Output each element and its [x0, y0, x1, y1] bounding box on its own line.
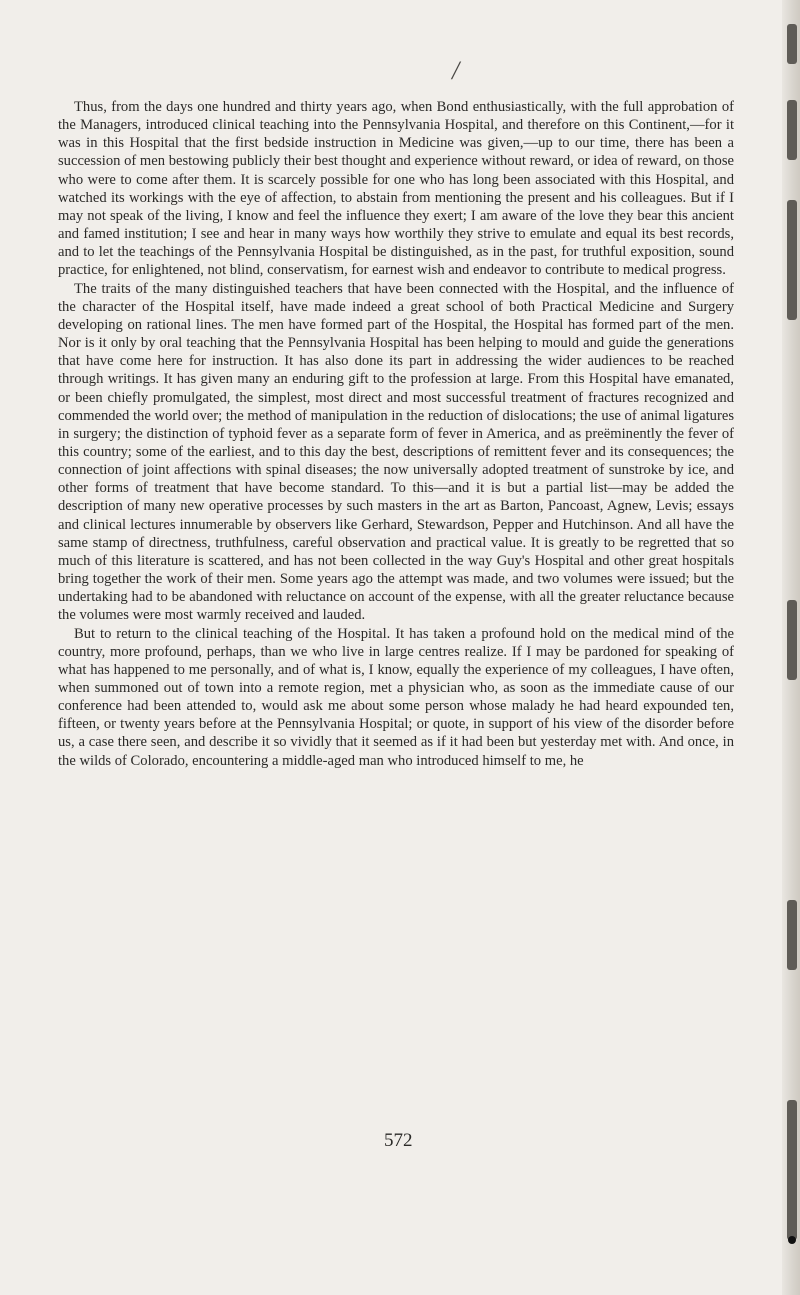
edge-binding-mark: [787, 1100, 797, 1240]
page-edge: [782, 0, 800, 1295]
body-text: [58, 98, 734, 770]
edge-binding-mark: [787, 200, 797, 320]
edge-binding-mark: [787, 24, 797, 64]
edge-binding-mark: [787, 600, 797, 680]
margin-dot: [788, 1236, 796, 1244]
paragraph: But to return to the clinical teaching of the Hospital. It has taken a profound hold on the medical mind of the country, more profound, perhaps, than we who live in large centres realize. If I may be pardoned for speaking of what has happened to me personally, and of what is, I know, equally the experience of my colleagues, I have often, when summoned out of town into a remote region, met a physician who, as soon as the immediate cause of our conference had been attended to, would ask me about some person whose malady he had heard expounded ten, fifteen, or twenty years before at the Pennsylvania Hospital; or quote, in support of his view of the disorder before us, a case there seen, and describe it so vividly that it seemed as if it had been but yesterday met with. And once, in the wilds of Colorado, encountering a middle-aged man who introduced himself to me, he: [58, 625, 734, 769]
edge-binding-mark: [787, 900, 797, 970]
paragraph: The traits of the many distinguished teachers that have been connected with the Hospital, and the influence of the character of the Hospital itself, have made indeed a great school of both Practical Medicine and Surgery developing on rational lines. The men have formed part of the Hospital, the Hospital has formed part of the men. Nor is it only by oral teaching that the Pennsylvania Hospital has been helping to mould and guide the generations that have come here for instruction. It has also done its part in addressing the wider audiences to be reached through writings. It has given many an enduring gift to the profession at large. From this Hospital have emanated, or been chiefly promulgated, the simplest, most direct and most successful treatment of fractures recognized and commended the world over; the method of manipulation in the reduction of dislocations; the use of animal ligatures in surgery; the distinction of typhoid fever as a separate form of fever in America, and as preëminently the fever of this country; some of the earliest, and to this day the best, descriptions of remittent fever and its consequences; the connection of joint affections with spinal diseases; the now universally adopted treatment of sunstroke by ice, and other forms of treatment that have become standard. To this—and it is but a partial list—may be added the description of many new operative processes by such masters in the art as Barton, Pancoast, Agnew, Levis; essays and clinical lectures innumerable by observers like Gerhard, Stewardson, Pepper and Hutchinson. And all have the same stamp of directness, truthfulness, careful observation and practical value. It is greatly to be regretted that so much of this literature is scattered, and has not been collected in the way Guy's Hospital and other great hospitals bring together the work of their men. Some years ago the attempt was made, and two volumes were issued; but the undertaking had to be abandoned with reluctance on account of the expense, with all the greater reluctance because the volumes were most warmly received and lauded.: [58, 280, 734, 624]
edge-binding-mark: [787, 100, 797, 160]
corner-slash-mark: /: [452, 56, 460, 85]
paragraph: Thus, from the days one hundred and thirty years ago, when Bond enthusiastically, with the full approbation of the Managers, introduced clinical teaching into the Pennsylvania Hospital, and therefore on this Continent,—for it was in this Hospital that the first bedside instruction in Medicine was given,—up to our time, there has been a succession of men bestowing publicly their best thought and experience without reward, or idea of reward, on those who were to come after them. It is scarcely possible for one who has long been associated with this Hospital, and watched its workings with the eye of affection, to abstain from mentioning the present and his colleagues. But if I may not speak of the living, I know and feel the influence they exert; I am aware of the love they bear this ancient and famed institution; I see and hear in many ways how worthily they strive to emulate and equal its best records, and to let the teachings of the Pennsylvania Hospital be distinguished, as in the past, for truthful exposition, sound practice, for enlightened, not blind, conservatism, for earnest wish and endeavor to contribute to medical progress.: [58, 99, 734, 279]
page-number: 572: [384, 1130, 413, 1151]
